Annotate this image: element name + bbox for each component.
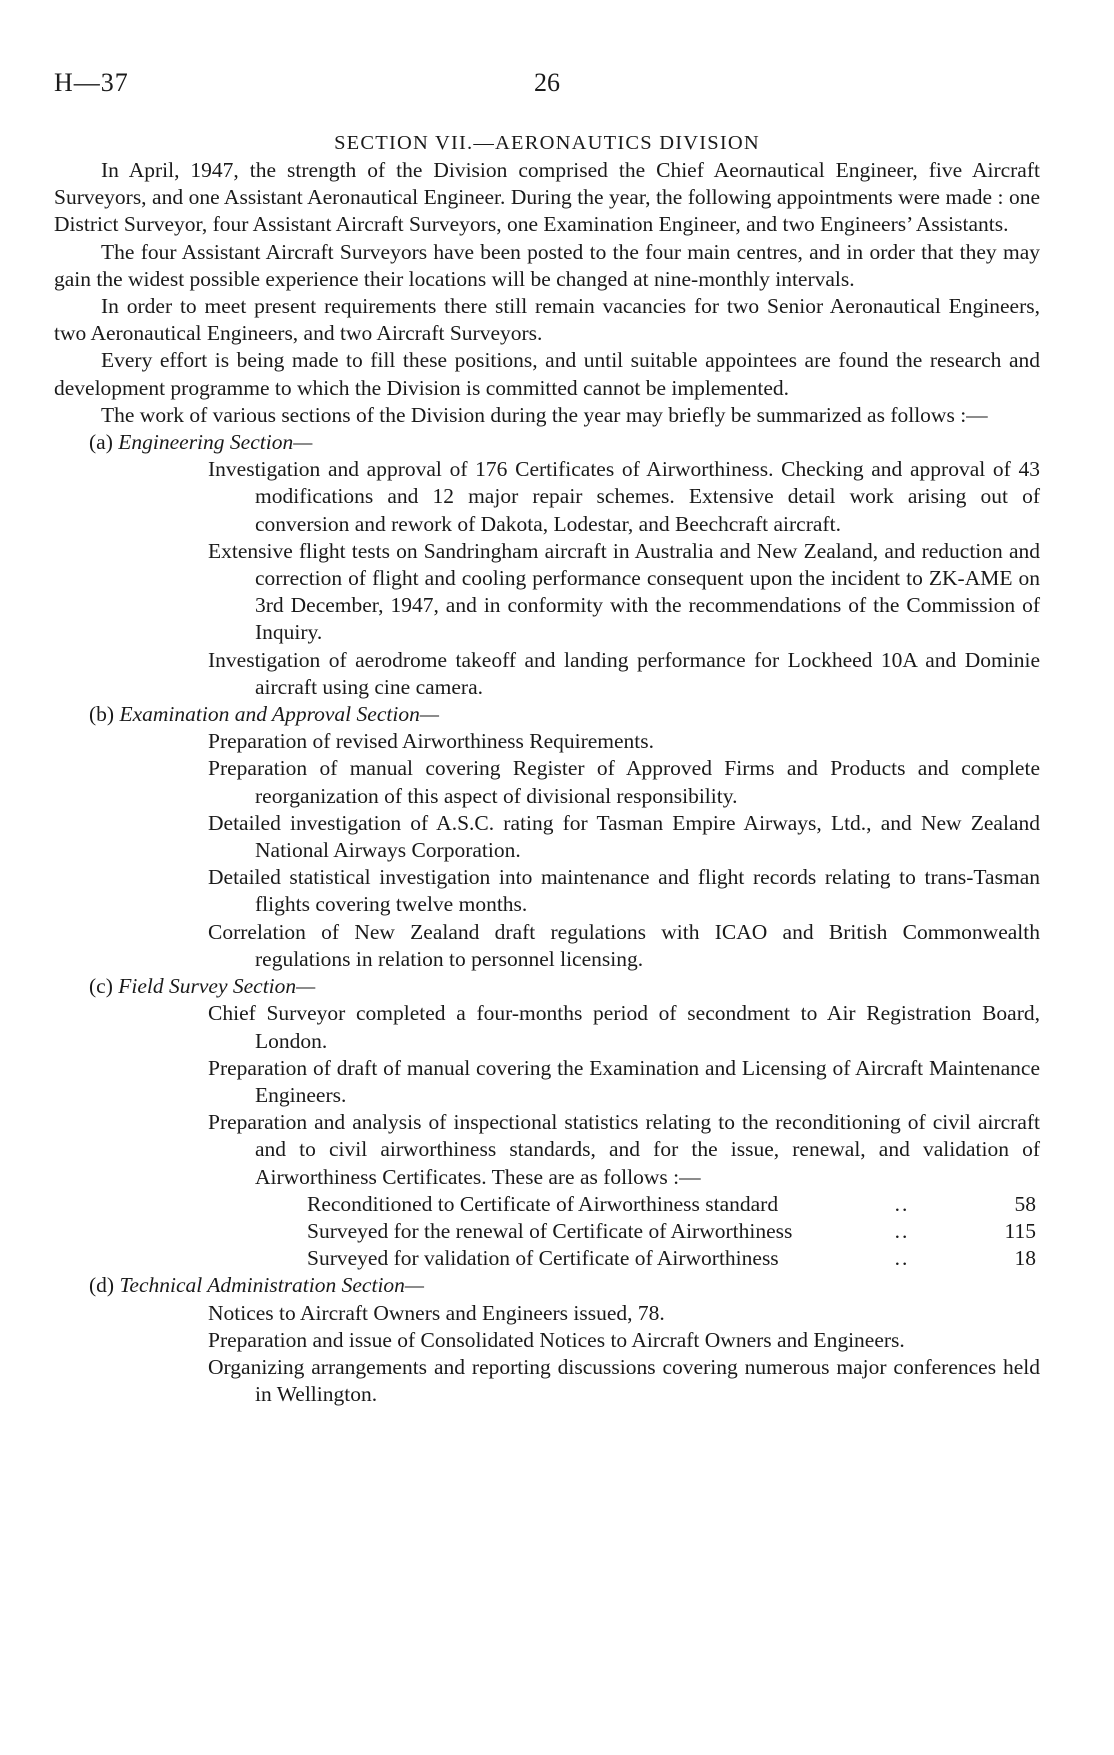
paragraph: In order to meet present requirements there still remain vacancies for two Senior Aeronautical Engineers, two Aeronautical Engineers, and two Aircraft Surveyors. (54, 294, 1040, 346)
paragraph: The work of various sections of the Division during the year may briefly be summarized as follows :— (101, 402, 988, 427)
subsection-heading (89, 973, 1040, 1000)
stat-label: Surveyed for validation of Certificate of Airworthiness (307, 1246, 779, 1271)
leader-dots: .. (894, 1218, 910, 1243)
list-item: Notices to Aircraft Owners and Engineers issued, 78. (208, 1300, 665, 1325)
leader-dots: .. (894, 1191, 910, 1216)
list-item: Organizing arrangements and reporting discussions covering numerous major conferences held in Wellington. (208, 1354, 1040, 1407)
document-page (54, 62, 1040, 1722)
subsection-marker: (c) (89, 974, 113, 999)
list-item: Investigation and approval of 176 Certificates of Airworthiness. Checking and approval of 43 modifications and 12 major repair schemes. Extensive detail work arising out of conversion and rework of Dakota, Lodestar, and Beechcraft aircraft. (208, 457, 1040, 536)
subsection-engineering (54, 429, 1040, 701)
list-item: Correlation of New Zealand draft regulations with ICAO and British Commonwealth regulations in relation to personnel licensing. (208, 919, 1040, 971)
subsection-title: Field Survey Section— (118, 974, 316, 999)
table-row (307, 1218, 1040, 1245)
list-item: Detailed statistical investigation into maintenance and flight records relating to trans-Tasman flights covering twelve months. (208, 865, 1040, 917)
document-reference: H—37 (54, 68, 129, 97)
subsection-heading (89, 429, 1040, 456)
stat-label: Surveyed for the renewal of Certificate of Airworthiness (307, 1218, 793, 1243)
subsection-field-survey (54, 973, 1040, 1272)
stat-value: 18 (1014, 1246, 1036, 1271)
subsection-title: Examination and Approval Section— (119, 702, 439, 727)
subsection-marker: (b) (89, 702, 115, 727)
stat-value: 58 (1014, 1191, 1036, 1216)
list-item: Preparation and issue of Consolidated Notices to Aircraft Owners and Engineers. (208, 1327, 905, 1352)
subsection-marker: (a) (89, 430, 113, 455)
list-item: Preparation and analysis of inspectional statistics relating to the reconditioning of civil aircraft and to civil airworthiness standards, and for the issue, renewal, and validation of Airworthiness Certificates. These are as follows :— (208, 1110, 1040, 1189)
section-title: SECTION VII.—AERONAUTICS DIVISION (334, 132, 760, 154)
stat-value: 115 (1004, 1218, 1036, 1243)
document-body (54, 157, 1040, 1408)
list-item: Detailed investigation of A.S.C. rating for Tasman Empire Airways, Ltd., and New Zealand National Airways Corporation. (208, 810, 1040, 863)
page-header (54, 62, 1040, 106)
table-row (307, 1245, 1040, 1272)
table-row (307, 1191, 1040, 1218)
page-number: 26 (534, 68, 560, 97)
list-item: Preparation of draft of manual covering the Examination and Licensing of Aircraft Maintenance Engineers. (208, 1055, 1040, 1107)
subsection-marker: (d) (89, 1273, 115, 1298)
subsection-title: Engineering Section— (118, 430, 313, 455)
subsection-technical-administration (54, 1272, 1040, 1408)
paragraph: Every effort is being made to fill these positions, and until suitable appointees are found the research and development programme to which the Division is committed cannot be implemented. (54, 348, 1040, 400)
leader-dots: .. (894, 1246, 910, 1271)
paragraph: In April, 1947, the strength of the Division comprised the Chief Aeornautical Engineer, five Aircraft Surveyors, and one Assistant Aeronautical Engineer. During the year, the following appointments were made : one District Surveyor, four Assistant Aircraft Surveyors, one Examination Engineer, and two Engineers’ Assistants. (54, 158, 1040, 237)
statistics-table (307, 1191, 1040, 1273)
list-item: Extensive flight tests on Sandringham aircraft in Australia and New Zealand, and reduction and correction of flight and cooling performance consequent upon the incident to ZK-AME on 3rd December, 1947, and in conformity with the recommendations of the Commission of Inquiry. (208, 538, 1040, 645)
list-item: Preparation of revised Airworthiness Requirements. (208, 729, 655, 754)
subsection-title: Technical Administration Section— (119, 1273, 425, 1298)
list-item: Chief Surveyor completed a four-months period of secondment to Air Registration Board, London. (208, 1001, 1040, 1053)
paragraph: The four Assistant Aircraft Surveyors have been posted to the four main centres, and in order that they may gain the widest possible experience their locations will be changed at nine-monthly intervals. (54, 239, 1040, 291)
subsection-examination-approval (54, 701, 1040, 973)
list-item: Preparation of manual covering Register of Approved Firms and Products and complete reorganization of this aspect of divisional responsibility. (208, 756, 1040, 808)
list-item: Investigation of aerodrome takeoff and landing performance for Lockheed 10A and Dominie aircraft using cine camera. (208, 647, 1040, 699)
stat-label: Reconditioned to Certificate of Airworthiness standard (307, 1191, 779, 1216)
subsection-heading (89, 701, 1040, 728)
subsection-heading (89, 1272, 1040, 1299)
